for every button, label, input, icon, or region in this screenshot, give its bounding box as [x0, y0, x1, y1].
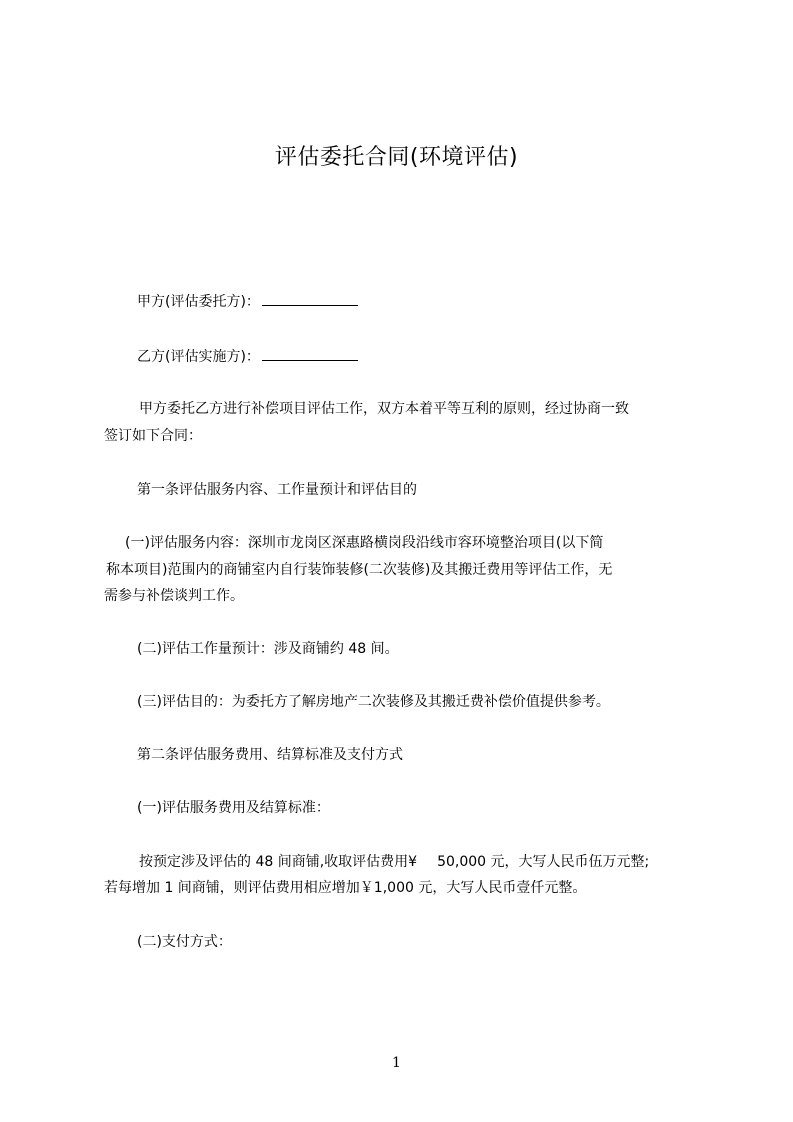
payment-heading: (二)支付方式：	[137, 934, 232, 950]
party-b-blank	[262, 346, 358, 361]
fee-line-1-part-a: 按预定涉及评估的 48 间商铺,收取评估费用¥	[139, 854, 418, 870]
fee-line-2: 若每增加 1 间商铺，则评估费用相应增加￥1,000 元，大写人民币壹仟元整。	[104, 880, 587, 896]
article-1-heading: 第一条评估服务内容、工作量预计和评估目的	[137, 482, 417, 498]
party-a-line	[137, 291, 358, 312]
item-3: (三)评估目的：为委托方了解房地产二次装修及其搬迁费补偿价值提供参考。	[137, 694, 610, 710]
fee-heading: (一)评估服务费用及结算标准：	[137, 800, 330, 816]
document-title: 评估委托合同(环境评估)	[274, 145, 519, 170]
fee-line-1-part-b: 50,000 元，大写人民币伍万元整;	[437, 854, 650, 870]
page-number: 1	[392, 1055, 401, 1071]
item-1-line-2: 称本项目)范围内的商铺室内自行装饰装修(二次装修)及其搬迁费用等评估工作，无	[106, 562, 613, 578]
party-a-label: 甲方(评估委托方)：	[137, 294, 260, 310]
item-1-line-1: (一)评估服务内容：深圳市龙岗区深惠路横岗段沿线市容环境整治项目(以下简	[125, 535, 604, 551]
party-b-line	[137, 346, 358, 367]
party-b-label: 乙方(评估实施方)：	[137, 349, 260, 365]
item-1-line-3: 需参与补偿谈判工作。	[104, 588, 244, 604]
item-2: (二)评估工作量预计：涉及商铺约 48 间。	[137, 641, 399, 657]
fee-line-1	[139, 852, 649, 872]
intro-line-1: 甲方委托乙方进行补偿项目评估工作，双方本着平等互利的原则，经过协商一致	[139, 401, 629, 417]
article-2-heading: 第二条评估服务费用、结算标准及支付方式	[137, 747, 403, 763]
intro-line-2: 签订如下合同：	[104, 428, 202, 444]
party-a-blank	[262, 291, 358, 306]
